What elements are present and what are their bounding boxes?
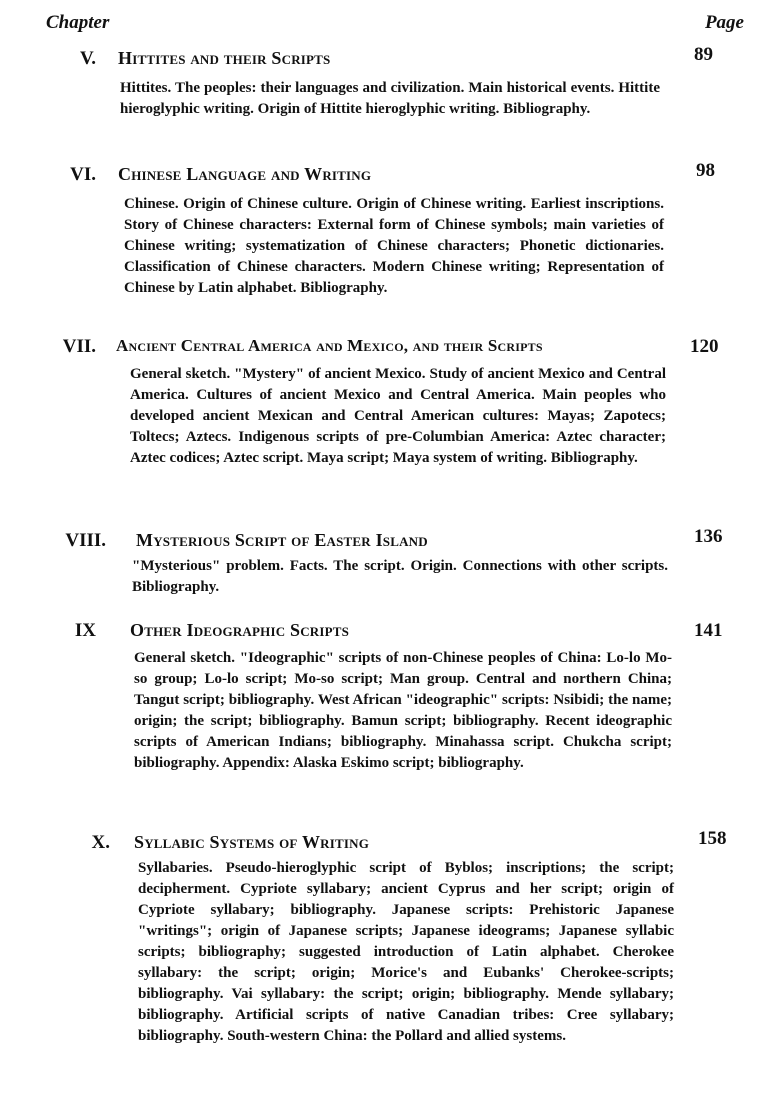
page-number: 141 [694,620,723,641]
toc-entry-vii [0,336,780,506]
chapter-number: V. [79,48,96,69]
chapter-number: X. [91,832,110,853]
toc-entry-viii [0,526,780,600]
page-number: 98 [696,160,715,181]
chapter-description: Syllabaries. Pseudo-hieroglyphic script of Byblos; inscriptions; the script; decipherment. Cypriote syllabary; ancient Cyprus and her script; origin of Cypriote syllabary; bibliography. Japanese scripts: Prehistoric Japanese "writings"; origin of Japanese scripts; Japanese ideograms; Japanese syllabic scripts; bibliography; suggested introduction of Latin alphabet. Cherokee syllabary: the script; origin; Morice's and Eubanks' Cherokee-scripts; bibliography. Vai syllabary: the script; origin; bibliography. Mende syllabary; bibliography. Artificial scripts of native Canadian tribes: Cree syllabary; bibliography. South-western China: the Pollard and allied systems. [138,860,674,1044]
chapter-description: "Mysterious" problem. Facts. The script. Origin. Connections with other scripts. Bibliography. [132,558,668,595]
toc-entry-v [0,44,780,148]
chapter-description: General sketch. "Ideographic" scripts of non-Chinese peoples of China: Lo-lo Mo-so group; Lo-lo script; Mo-so script; Man group. Central and northern China; Tangut script; bibliography. West African "ideographic" scripts: Nsibidi; the name; origin; the script; bibliography. Bamun script; bibliography. Recent ideographic scripts of American Indians; bibliography. Minahassa script. Chukcha script; bibliography. Appendix: Alaska Eskimo script; bibliography. [134,650,672,771]
chapter-description: Hittites. The peoples: their languages and civilization. Main historical events. Hittite hieroglyphic writing. Origin of Hittite hieroglyphic writing. Bibliography. [120,80,660,117]
chapter-number: VI. [70,164,96,185]
chapter-title: Other Ideographic Scripts [130,620,350,640]
page-number: 136 [694,526,723,547]
page-number: 120 [690,336,719,357]
toc-entry-ix [0,620,780,820]
chapter-title: Chinese Language and Writing [118,164,372,184]
chapter-title: Hittites and their Scripts [118,48,331,68]
chapter-description: General sketch. "Mystery" of ancient Mexico. Study of ancient Mexico and Central America. Cultures of ancient Mexico and Central America. Main peoples who developed ancient Mexican and Central American cultures: Mayas; Zapotecs; Toltecs; Aztecs. Indigenous scripts of pre-Columbian America: Aztec character; Aztec codices; Aztec script. Maya script; Maya system of writing. Bibliography. [130,366,666,466]
page-column-header: Page [704,12,744,33]
chapter-column-header: Chapter [46,12,110,33]
page-number: 158 [698,828,727,849]
chapter-title: Syllabic Systems of Writing [134,832,370,852]
chapter-title: Mysterious Script of Easter Island [136,530,428,550]
toc-entry-x [0,828,780,1092]
chapter-number: VII. [62,336,96,357]
chapter-description: Chinese. Origin of Chinese culture. Origin of Chinese writing. Earliest inscriptions. Story of Chinese characters: External form of Chinese symbols; main varieties of Chinese writing; systematization of Chinese characters; Phonetic dictionaries. Classification of Chinese characters. Modern Chinese writing; Representation of Chinese by Latin alphabet. Bibliography. [124,196,664,296]
chapter-title: Ancient Central America and Mexico, and their Scripts [116,336,543,355]
page-number: 89 [694,44,713,65]
toc-entry-vi [0,160,780,314]
chapter-number: VIII. [65,530,106,551]
chapter-number: IX [74,620,96,641]
